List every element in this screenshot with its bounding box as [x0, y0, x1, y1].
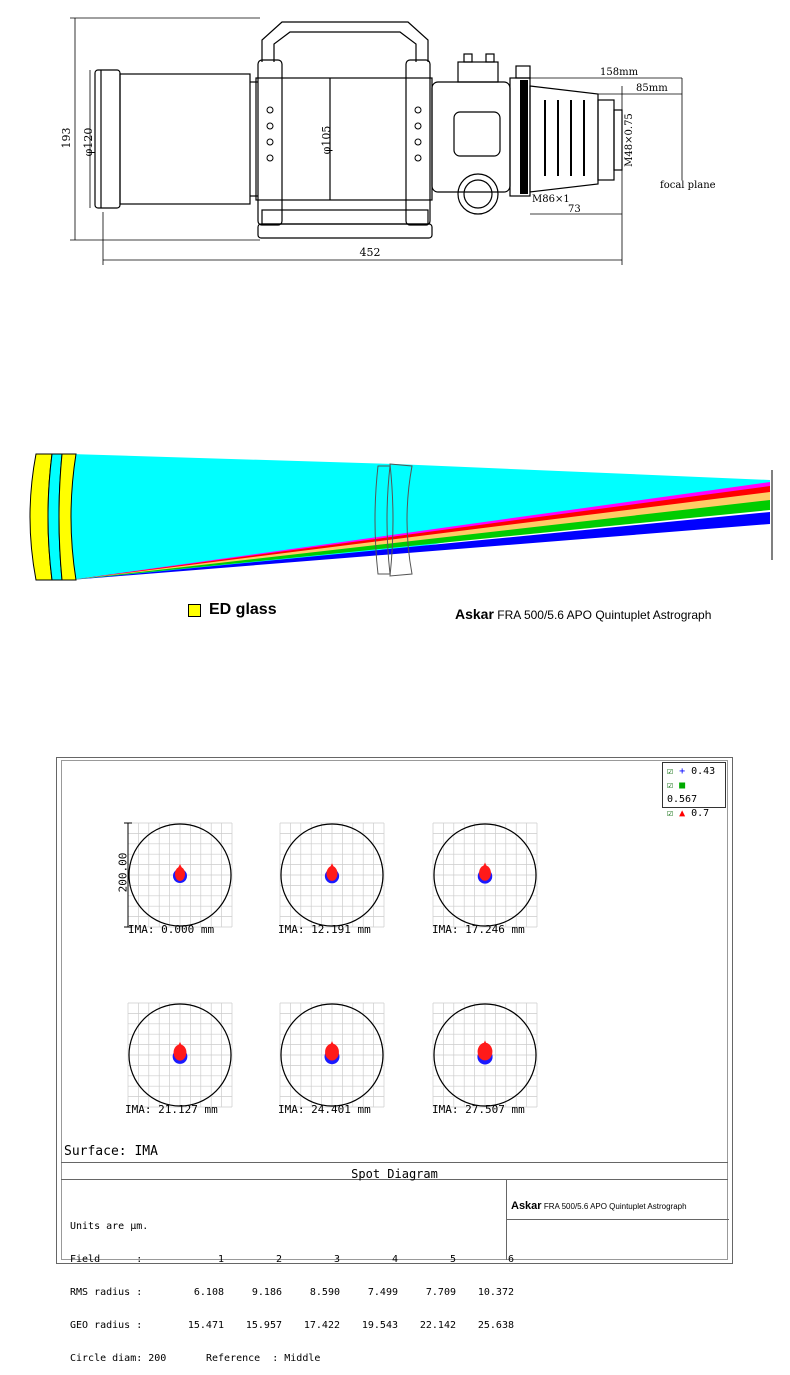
ima-label-4: IMA: 21.127 mm	[125, 1103, 218, 1116]
dim-452: 452	[359, 246, 381, 259]
rms-value: 7.709	[425, 1287, 456, 1298]
legend-row-1	[667, 765, 721, 779]
spot-title-bar	[61, 1162, 728, 1180]
dim-m48: M48×0.75	[624, 113, 635, 167]
ima-label-2: IMA: 12.191 mm	[278, 923, 371, 936]
legend-row-2	[667, 779, 721, 807]
circle-row	[70, 1353, 514, 1364]
circle-diam: Circle diam: 200	[70, 1353, 167, 1364]
raytrace-title-text: FRA 500/5.6 APO Quintuplet Astrograph	[497, 608, 712, 622]
field-num: 5	[449, 1254, 456, 1265]
geo-value: 15.957	[245, 1320, 282, 1331]
geo-value: 22.142	[419, 1320, 456, 1331]
ed-glass-legend	[188, 601, 277, 619]
ed-glass-label: ED glass	[209, 601, 277, 618]
field-label: Field :	[70, 1254, 143, 1265]
rms-row	[70, 1287, 514, 1298]
spot-brand-title	[511, 1200, 687, 1212]
geo-row	[70, 1320, 514, 1331]
ima-label-3: IMA: 17.246 mm	[432, 923, 525, 936]
focal-plane-label: focal plane	[660, 180, 716, 191]
geo-value: 17.422	[303, 1320, 340, 1331]
geo-value: 25.638	[477, 1320, 514, 1331]
spot-brand-divider	[507, 1219, 729, 1220]
legend-symbol-2: ■	[679, 780, 686, 791]
spot-red-tip	[482, 863, 488, 869]
legend-value-2: 0.567	[667, 794, 698, 805]
dim-m86: M86×1	[532, 194, 570, 205]
raytrace-title	[455, 606, 711, 622]
field-num: 4	[391, 1254, 398, 1265]
dim-105: φ105	[320, 125, 333, 155]
dim-120: φ120	[82, 127, 95, 157]
wavelength-legend	[662, 762, 726, 819]
dim-85: 85mm	[636, 83, 668, 94]
check-icon: ☑	[667, 780, 674, 791]
rms-value: 7.499	[367, 1287, 398, 1298]
legend-value-3: 0.7	[691, 808, 710, 819]
rms-value: 8.590	[309, 1287, 340, 1298]
field-num: 6	[507, 1254, 514, 1265]
dim-158: 158mm	[600, 67, 639, 78]
spot-data-table	[70, 1199, 514, 1375]
field-row	[70, 1254, 514, 1265]
mechanical-drawing	[0, 0, 790, 290]
ed-glass-swatch	[188, 604, 201, 617]
field-num: 2	[275, 1254, 282, 1265]
spot-diagram-title: Spot Diagram	[351, 1167, 438, 1181]
rms-value: 6.108	[193, 1287, 224, 1298]
ima-label-6: IMA: 27.507 mm	[432, 1103, 525, 1116]
dim-193: 193	[60, 127, 73, 149]
ima-label-1: IMA: 0.000 mm	[128, 923, 215, 936]
field-num: 1	[217, 1254, 224, 1265]
geo-label: GEO radius :	[70, 1320, 143, 1331]
scale-label: 200.00	[116, 852, 130, 893]
spot-brand-box	[506, 1180, 728, 1260]
askar-logo: Askar	[455, 606, 494, 622]
legend-symbol-1: +	[679, 766, 686, 777]
surface-label: Surface: IMA	[64, 1144, 158, 1159]
legend-value-1: 0.43	[691, 766, 716, 777]
rms-value: 10.372	[477, 1287, 514, 1298]
rms-label: RMS radius :	[70, 1287, 143, 1298]
field-num: 3	[333, 1254, 340, 1265]
check-icon: ☑	[667, 808, 674, 819]
askar-logo: Askar	[511, 1200, 542, 1212]
dim-73: 73	[568, 204, 581, 215]
geo-value: 19.543	[361, 1320, 398, 1331]
legend-symbol-3: ▲	[679, 808, 686, 819]
ray-trace-diagram	[0, 440, 790, 630]
check-icon: ☑	[667, 766, 674, 777]
ima-label-5: IMA: 24.401 mm	[278, 1103, 371, 1116]
geo-value: 15.471	[187, 1320, 224, 1331]
spot-red-tip	[329, 863, 335, 869]
units-line: Units are µm.	[70, 1221, 149, 1232]
rms-value: 9.186	[251, 1287, 282, 1298]
spot-brand-subtitle: FRA 500/5.6 APO Quintuplet Astrograph	[543, 1202, 687, 1211]
reference: Reference : Middle	[206, 1353, 321, 1364]
